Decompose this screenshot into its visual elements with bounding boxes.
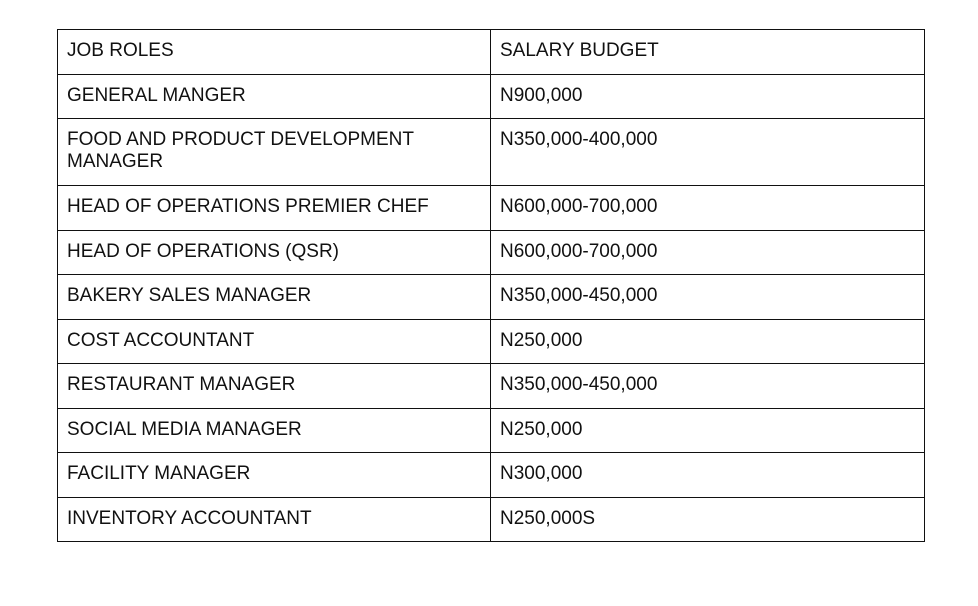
job-role-cell — [58, 230, 491, 275]
salary-text: N350,000-450,000 — [500, 285, 658, 306]
salary-text: N600,000-700,000 — [500, 240, 658, 262]
job-role-cell — [58, 119, 491, 186]
salary-table-container — [57, 29, 924, 542]
salary-cell — [491, 453, 925, 498]
table-row — [58, 408, 925, 453]
salary-text: N350,000-450,000 — [500, 374, 658, 395]
table-row — [58, 364, 925, 409]
salary-text: N600,000-700,000 — [500, 196, 658, 217]
salary-cell — [491, 364, 925, 409]
table-row — [58, 453, 925, 498]
salary-budget-table — [57, 29, 925, 542]
salary-cell — [491, 230, 925, 275]
job-role-cell — [58, 364, 491, 409]
salary-cell — [491, 408, 925, 453]
table-header-row — [58, 30, 925, 75]
table-row — [58, 497, 925, 542]
salary-cell — [491, 74, 925, 119]
job-role-text: SOCIAL MEDIA MANAGER — [67, 418, 302, 440]
job-role-text: COST ACCOUNTANT — [67, 329, 255, 351]
table-row — [58, 275, 925, 320]
job-role-cell — [58, 186, 491, 231]
header-salary-budget — [491, 30, 925, 75]
table-row — [58, 74, 925, 119]
job-role-cell — [58, 453, 491, 498]
job-role-text: FOOD AND PRODUCT DEVELOPMENT MANAGER — [67, 129, 414, 172]
job-role-cell — [58, 74, 491, 119]
job-role-text: HEAD OF OPERATIONS (QSR) — [67, 240, 340, 262]
salary-text: N350,000-400,000 — [500, 129, 658, 150]
salary-cell — [491, 319, 925, 364]
salary-cell — [491, 497, 925, 542]
header-salary-budget-label: SALARY BUDGET — [500, 40, 659, 61]
table-row — [58, 230, 925, 275]
job-role-text: RESTAURANT MANAGER — [67, 374, 296, 395]
job-role-text: GENERAL MANGER — [67, 84, 246, 106]
header-job-roles — [58, 30, 491, 75]
salary-cell — [491, 275, 925, 320]
job-role-cell — [58, 275, 491, 320]
salary-text: N250,000 — [500, 418, 583, 440]
header-job-roles-label: JOB ROLES — [67, 40, 174, 61]
job-role-cell — [58, 408, 491, 453]
job-role-cell — [58, 497, 491, 542]
salary-text: N300,000 — [500, 463, 583, 484]
salary-cell — [491, 119, 925, 186]
salary-cell — [491, 186, 925, 231]
job-role-cell — [58, 319, 491, 364]
job-role-text: INVENTORY ACCOUNTANT — [67, 507, 312, 529]
salary-text: N250,000S — [500, 507, 596, 529]
job-role-text: HEAD OF OPERATIONS PREMIER CHEF — [67, 196, 429, 217]
job-role-text: BAKERY SALES MANAGER — [67, 285, 312, 306]
table-row — [58, 319, 925, 364]
job-role-text: FACILITY MANAGER — [67, 463, 251, 484]
table-row — [58, 119, 925, 186]
salary-text: N250,000 — [500, 329, 583, 351]
salary-text: N900,000 — [500, 84, 583, 106]
table-row — [58, 186, 925, 231]
